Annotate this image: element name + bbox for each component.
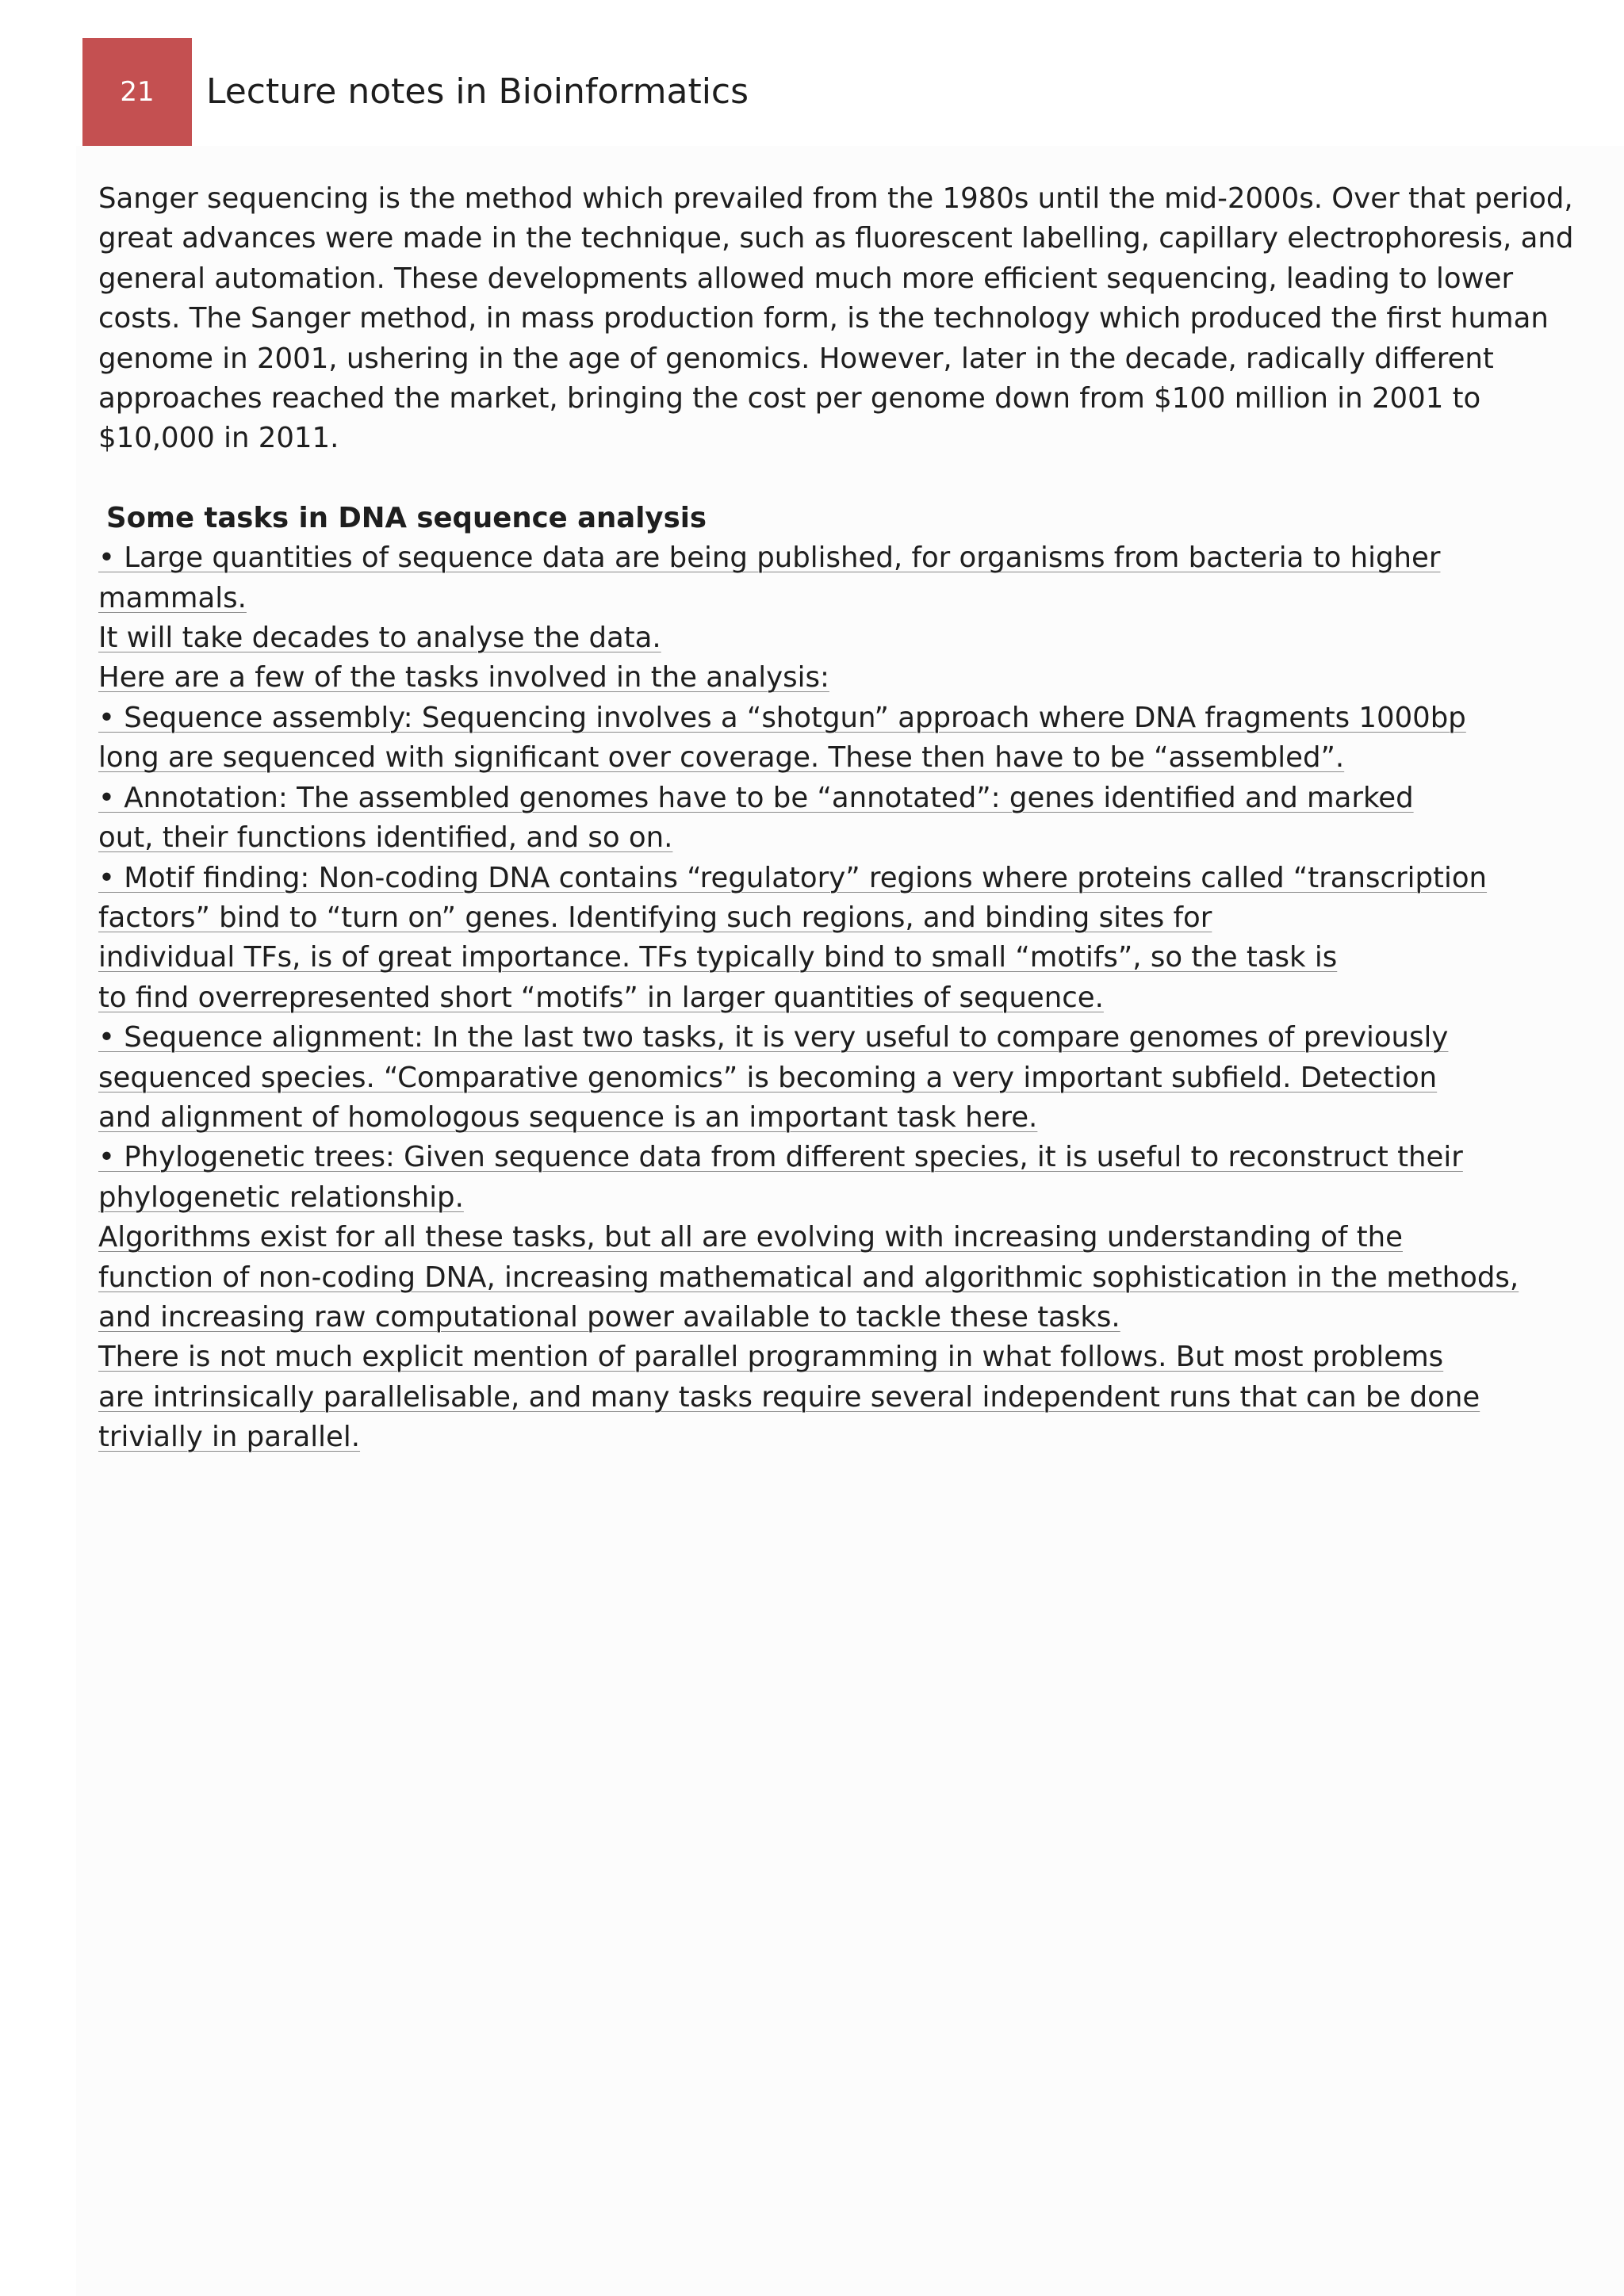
page-number: 21	[120, 76, 155, 108]
intro-line: Sanger sequencing is the method which prevailed from the 1980s until the mid-2000s. Over that period,	[98, 182, 1573, 215]
running-header-title: Lecture notes in Bioinformatics	[206, 71, 749, 112]
task-line: Algorithms exist for all these tasks, but all are evolving with increasing understanding of the	[98, 1221, 1403, 1254]
task-line: Here are a few of the tasks involved in the analysis:	[98, 661, 829, 695]
page-number-badge	[82, 38, 192, 146]
intro-line: great advances were made in the technique, such as fluorescent labelling, capillary electrophoresis, and	[98, 222, 1574, 255]
task-line: There is not much explicit mention of parallel programming in what follows. But most problems	[98, 1341, 1444, 1374]
intro-line: approaches reached the market, bringing the cost per genome down from $100 million in 2001 to	[98, 382, 1481, 415]
task-line: out, their functions identified, and so on.	[98, 821, 673, 855]
intro-line: genome in 2001, ushering in the age of genomics. However, later in the decade, radically different	[98, 342, 1494, 375]
paragraph-spacer	[98, 459, 1589, 499]
intro-line: costs. The Sanger method, in mass production form, is the technology which produced the first human	[98, 302, 1549, 335]
task-line: long are sequenced with significant over coverage. These then have to be “assembled”.	[98, 741, 1345, 775]
task-list	[98, 538, 1589, 1457]
task-line: and increasing raw computational power available to tackle these tasks.	[98, 1300, 1120, 1334]
intro-line: general automation. These developments allowed much more efficient sequencing, leading to lower	[98, 262, 1514, 295]
task-line: phylogenetic relationship.	[98, 1181, 464, 1214]
task-line: are intrinsically parallelisable, and many tasks require several independent runs that can be done	[98, 1380, 1480, 1414]
intro-paragraph	[98, 179, 1589, 459]
task-line: trivially in parallel.	[98, 1421, 361, 1454]
task-line: and alignment of homologous sequence is an important task here.	[98, 1100, 1038, 1134]
task-line: factors” bind to “turn on” genes. Identifying such regions, and binding sites for	[98, 901, 1212, 934]
task-line: It will take decades to analyse the data.	[98, 622, 661, 655]
task-line: sequenced species. “Comparative genomics” is becoming a very important subfield. Detection	[98, 1061, 1438, 1094]
task-line: • Large quantities of sequence data are being published, for organisms from bacteria to higher	[98, 541, 1441, 575]
task-line: function of non-coding DNA, increasing mathematical and algorithmic sophistication in the methods,	[98, 1261, 1519, 1294]
body-content	[98, 179, 1589, 1458]
task-line: • Sequence assembly: Sequencing involves a “shotgun” approach where DNA fragments 1000bp	[98, 701, 1466, 734]
task-line: to find overrepresented short “motifs” in larger quantities of sequence.	[98, 981, 1104, 1014]
task-line: • Annotation: The assembled genomes have to be “annotated”: genes identified and marked	[98, 781, 1414, 814]
task-line: mammals.	[98, 581, 247, 614]
task-line: • Sequence alignment: In the last two tasks, it is very useful to compare genomes of previously	[98, 1021, 1449, 1054]
task-line: individual TFs, is of great importance. TFs typically bind to small “motifs”, so the task is	[98, 941, 1338, 974]
section-heading: Some tasks in DNA sequence analysis	[106, 501, 707, 534]
intro-line: $10,000 in 2011.	[98, 422, 339, 455]
task-line: • Phylogenetic trees: Given sequence data from different species, it is useful to reconstruct their	[98, 1141, 1463, 1174]
task-line: • Motif finding: Non-coding DNA contains “regulatory” regions where proteins called “transcription	[98, 861, 1488, 894]
